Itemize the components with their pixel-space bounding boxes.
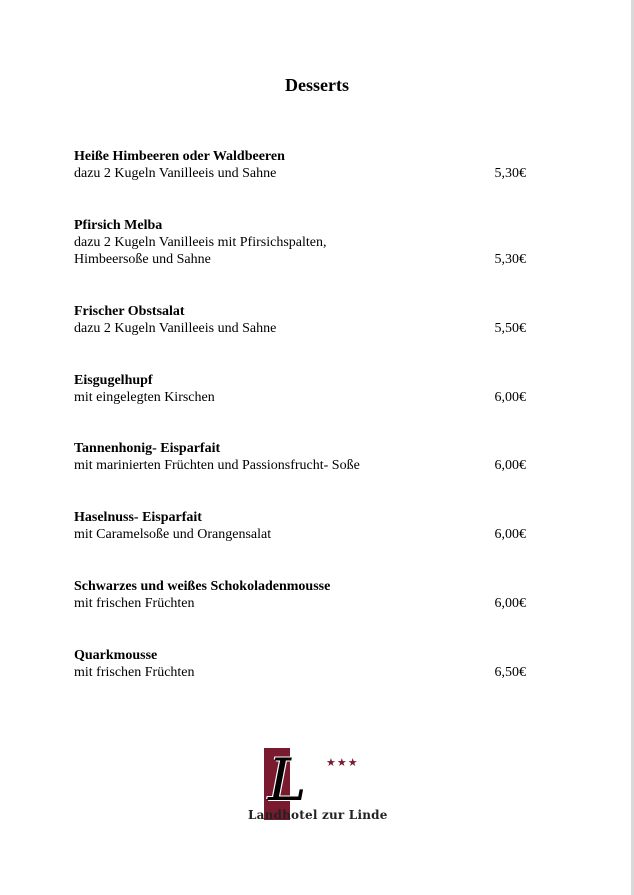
item-name: Frischer Obstsalat (74, 304, 185, 319)
item-price: 5,30€ (494, 166, 526, 181)
item-description: mit eingelegten Kirschen (74, 390, 215, 405)
menu-item (74, 647, 526, 681)
item-name: Heiße Himbeeren oder Waldbeeren (74, 149, 285, 164)
item-price: 6,50€ (494, 665, 526, 680)
hotel-logo (248, 748, 388, 828)
item-description: mit marinierten Früchten und Passionsfrucht- Soße (74, 458, 360, 473)
item-price: 6,00€ (494, 390, 526, 405)
item-name: Schwarzes und weißes Schokoladenmousse (74, 579, 331, 594)
logo-stars: ★★★ (326, 757, 359, 769)
item-price: 5,50€ (494, 321, 526, 336)
item-price: 6,00€ (494, 527, 526, 542)
menu-item (74, 372, 526, 406)
menu-item (74, 217, 526, 268)
item-description: mit frischen Früchten (74, 596, 195, 611)
logo-brand-name: Landhotel zur Linde (248, 808, 388, 822)
item-description: Himbeersoße und Sahne (74, 252, 211, 267)
menu-item (74, 303, 526, 337)
item-price: 6,00€ (494, 596, 526, 611)
menu-item (74, 509, 526, 543)
menu-item (74, 440, 526, 474)
item-name: Tannenhonig- Eisparfait (74, 441, 221, 456)
item-price: 5,30€ (494, 252, 526, 267)
page-title: Desserts (285, 75, 349, 95)
item-name: Eisgugelhupf (74, 373, 153, 388)
item-name: Pfirsich Melba (74, 218, 163, 233)
logo-letter: L (268, 746, 307, 814)
item-description: dazu 2 Kugeln Vanilleeis und Sahne (74, 321, 277, 336)
item-description: mit frischen Früchten (74, 665, 195, 680)
item-description: mit Caramelsoße und Orangensalat (74, 527, 272, 542)
menu-item (74, 578, 526, 612)
item-name: Quarkmousse (74, 648, 158, 663)
item-description: dazu 2 Kugeln Vanilleeis mit Pfirsichspalten, (74, 235, 327, 250)
item-name: Haselnuss- Eisparfait (74, 510, 202, 525)
item-price: 6,00€ (494, 458, 526, 473)
menu-item (74, 148, 526, 182)
item-description: dazu 2 Kugeln Vanilleeis und Sahne (74, 166, 277, 181)
